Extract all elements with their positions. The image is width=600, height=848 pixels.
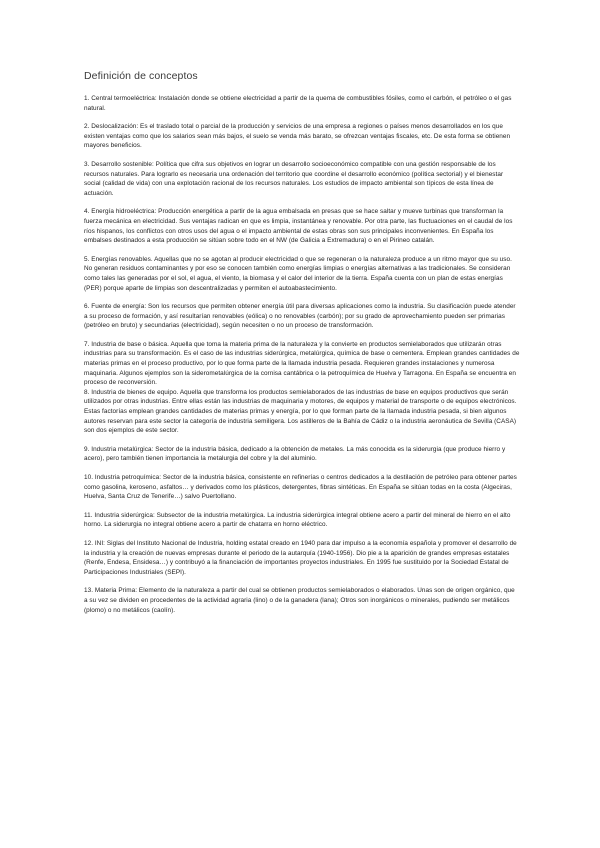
concept-entry-11: 11. Industria siderúrgica: Subsector de la industria metalúrgica. La industria siderúrgica integral obtiene acero a partir del mineral de hierro en el alto horno. La siderurgia no integral obtiene acero a partir de chatarra en horno eléctrico. — [84, 511, 511, 529]
page-title: Definición de conceptos — [84, 70, 198, 82]
concept-entry-13: 13. Materia Prima: Elemento de la naturaleza a partir del cual se obtienen productos semielaborados o elaborados. Unas son de origen orgánico, que a su vez se dividen en procedentes de la actividad agraria (lino) o de la ganadera (lana); Otros son inorgánicos o minerales, pudiendo ser metálicos (plomo) o no metálicos (caolín). — [84, 587, 515, 614]
concept-entry-9: 9. Industria metalúrgica: Sector de la industria básica, dedicado a la obtención de metales. La más conocida es la siderurgia (que produce hierro y acero), pero también tienen importancia la metalurgia del cobre y la del aluminio. — [84, 445, 506, 463]
concept-entry-7: 7. Industria de base o básica. Aquella que toma la materia prima de la naturaleza y la convierte en productos semielaborados que utilizarán otras industrias para su transformación. Es el caso de las industrias siderúrgica, metalúrgica, química de base o cementera. Emplean grandes cantidades de materias primas en el proceso productivo, por lo que forma parte de la llamada industria pesada. Requieren grandes instalaciones y numerosa maquinaria. Algunos ejemplos son la siderometalúrgica de la cornisa cantábrica o la petroquímica de Huelva y Tarragona. En España se encuentra en proceso de reconversión. — [84, 340, 520, 387]
concept-entry-1: 1. Central termoeléctrica: Instalación donde se obtiene electricidad a partir de la quema de combustibles fósiles, como el carbón, el petróleo o el gas natural. — [84, 95, 512, 112]
concept-entry-2: 2. Deslocalización: Es el traslado total o parcial de la producción y servicios de una empresa a regiones o países menos desarrollados en los que existen ventajas como que los salarios sean más bajos, el suelo se venda más barato, se ofrezcan ventajas fiscales, etc. De esta forma se obtienen mayores beneficios. — [84, 123, 511, 150]
concept-entry-3: 3. Desarrollo sostenible: Política que cifra sus objetivos en lograr un desarrollo socioeconómico compatible con una gestión responsable de los recursos naturales. Para lograrlo es necesaria una ordenación del territorio que coordine el desarrollo económico (política sectorial) y el bienestar social (calidad de vida) con una explotación racional de los recursos naturales. Los estudios de impacto ambiental son típicos de esta línea de actuación. — [84, 160, 504, 197]
concept-entry-10: 10. Industria petroquímica: Sector de la industria básica, consistente en refinerías o centros dedicados a la destilación de petróleo para obtener partes como gasolina, keroseno, asfaltos… y derivados como los plásticos, detergentes, fibras sintéticas. En España se sitúan todas en la costa (Algeciras, Huelva, Santa Cruz de Tenerife…) salvo Puertollano. — [84, 474, 517, 501]
concept-entry-6: 6. Fuente de energía: Son los recursos que permiten obtener energía útil para diversas aplicaciones como la industria. Su clasificación puede atender a su proceso de formación, y así resultarían renovables (eólica) o no renovables (carbón); por su grado de aprovechamiento pueden ser primarias (petróleo en bruto) y secundarias (electricidad), según necesiten o no un proceso de transformación. — [84, 303, 516, 330]
concept-entry-12: 12. INI: Siglas del Instituto Nacional de Industria, holding estatal creado en 1940 para dar impulso a la economía española y promover el desarrollo de la industria y la creación de nuevas empresas durante el periodo de la autarquía (1940-1956). Dio pie a la aparición de grandes empresas estatales (Renfe, Endesa, Ensidesa…) y contribuyó a la financiación de importantes proyectos industriales. En 1995 fue sustituido por la Sociedad Estatal de Participaciones Industriales (SEPI). — [84, 539, 517, 576]
concept-entry-5: 5. Energías renovables. Aquellas que no se agotan al producir electricidad o que se regeneran o la naturaleza produce a un ritmo mayor que su uso. No generan residuos contaminantes y por eso se conocen también como energías limpias o energías alternativas a las tradicionales. Se consideran como tales las generadas por el sol, el agua, el viento, la biomasa y el calor del interior de la tierra. España cuenta con un plan de estas energías (PER) porque aparte de limpias son descentralizadas y permiten el autoabastecimiento. — [84, 255, 512, 292]
concept-entry-8: 8. Industria de bienes de equipo. Aquella que transforma los productos semielaborados de las industrias de base en equipos productivos que serán utilizados por otras industrias. Entre ellas están las industrias de maquinaria y motores, de equipos y material de transporte o de equipos electrónicos. Estas factorías emplean grandes cantidades de materias primas y energía, por lo que forman parte de la llamada industria pesada, si bien algunos autores reservan para este sector la categoría de industria semiligera. Los astilleros de la Bahía de Cádiz o la industria aeronáutica de Sevilla (CASA) son dos ejemplos de este sector. — [84, 388, 517, 435]
concept-entry-4: 4. Energía hidroeléctrica: Producción energética a partir de la agua embalsada en presas que se hace saltar y mueve turbinas que transforman la fuerza mecánica en electricidad. Sus ventajas radican en que es limpia, instantánea y renovable. Por otra parte, las fluctuaciones en el caudal de los ríos hispanos, los conflictos con otros usos del agua o el impacto ambiental de estas obras son sus principales inconvenientes. En España los embalses destinados a esta producción se sitúan sobre todo en el NW (de Galicia a Extremadura) o en el Pirineo catalán. — [84, 208, 513, 245]
